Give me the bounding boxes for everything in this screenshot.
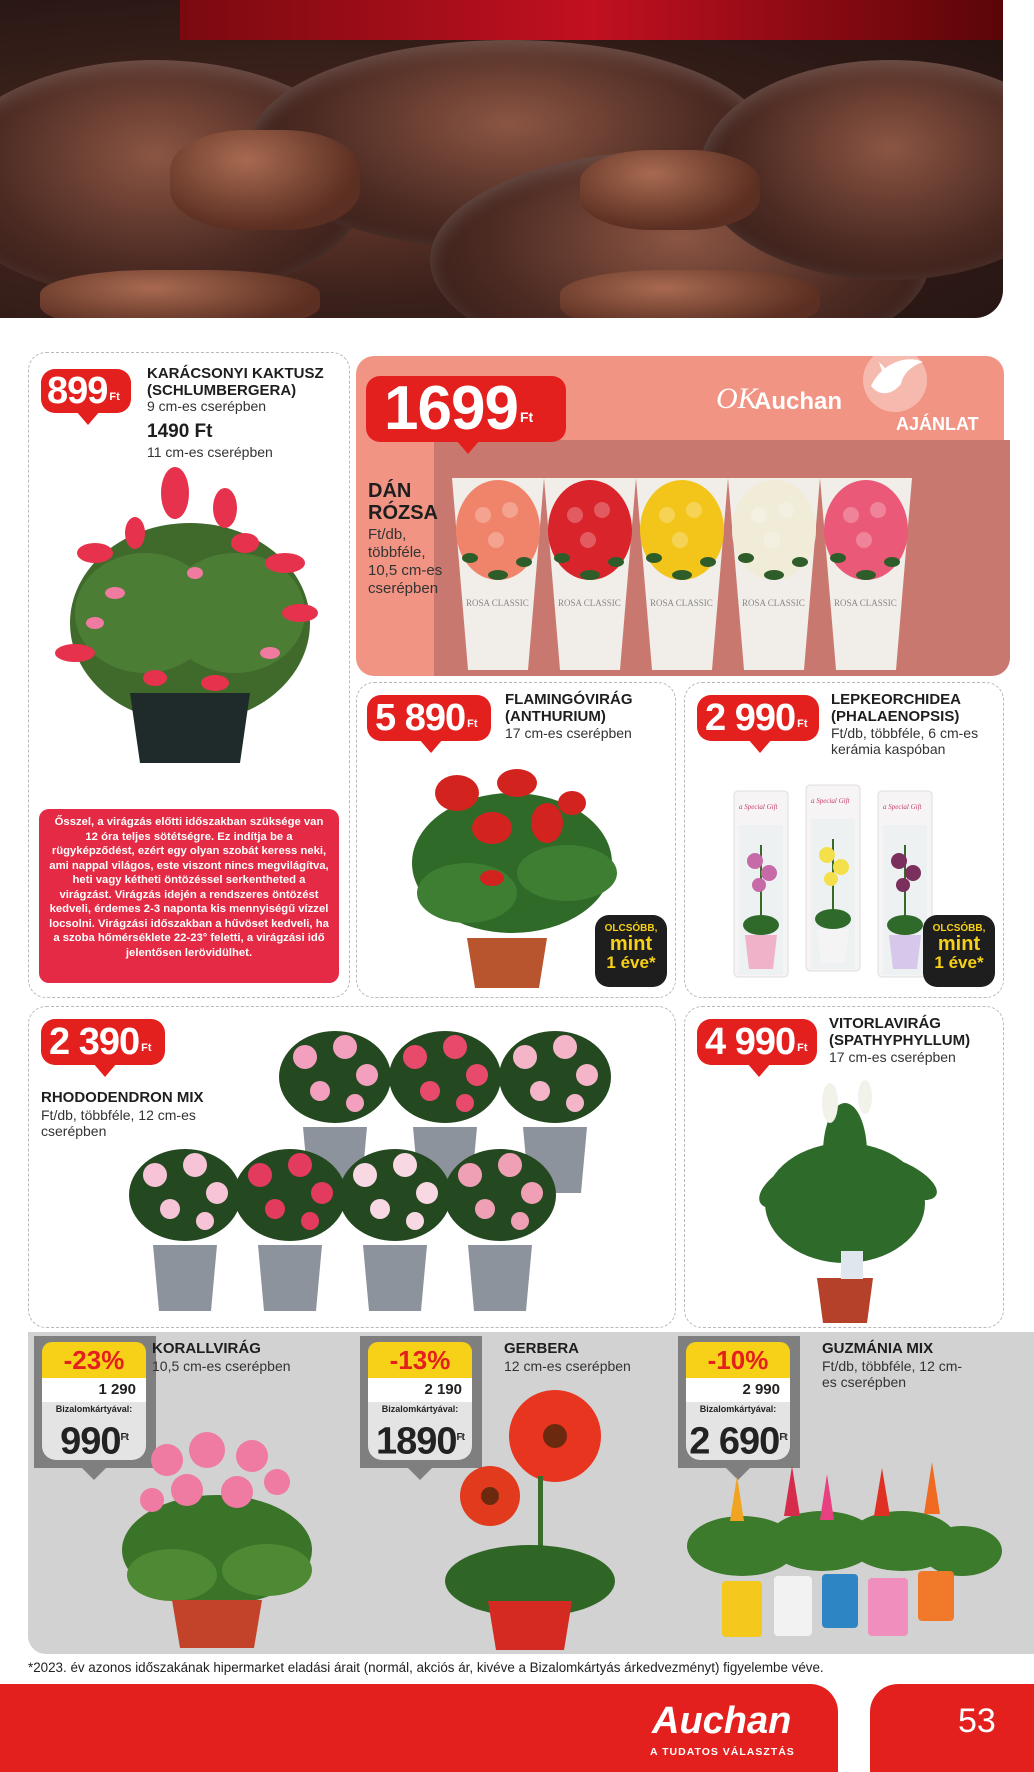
product-subtitle: Ft/db, többféle, 12 cm-es cserépben bbox=[41, 1107, 196, 1139]
product-card-guzmania[interactable] bbox=[678, 1336, 1008, 1652]
price-value: 4 990 bbox=[705, 1021, 796, 1063]
loyalty-price: $1890^{Ft}$ bbox=[368, 1416, 472, 1460]
gerbera-image bbox=[430, 1386, 630, 1652]
cheaper-than-last-year-badge: OLCSÓBB, mint 1 éve* bbox=[595, 915, 667, 987]
price-value: 2 390 bbox=[49, 1021, 140, 1063]
christmas-cactus-image bbox=[35, 463, 345, 763]
product-card-vitorla[interactable] bbox=[684, 1006, 1004, 1328]
sleeve-label: ROSA CLASSIC bbox=[834, 598, 897, 608]
price-value: 899 bbox=[47, 370, 108, 412]
price-currency: Ft bbox=[141, 1042, 152, 1054]
product-subtitle: Ft/db, többféle, 12 cm-es cserépben bbox=[822, 1358, 963, 1390]
anthurium-image bbox=[397, 753, 627, 993]
price-currency: Ft bbox=[109, 391, 120, 403]
chocolate bbox=[560, 270, 820, 318]
price-value: 5 890 bbox=[375, 697, 466, 739]
gift-label: a Special Gift bbox=[811, 797, 850, 805]
rhododendron-pot bbox=[230, 1135, 350, 1315]
bird-icon bbox=[851, 344, 931, 414]
sleeve-label: ROSA CLASSIC bbox=[742, 598, 805, 608]
product-subtitle: 9 cm-es cserépben bbox=[147, 398, 267, 414]
rose-bouquets-image bbox=[442, 466, 1002, 676]
loyalty-card-label: Bizalomkártyával: bbox=[42, 1402, 146, 1416]
footnote: *2023. év azonos időszakának hipermarket eladási árait (normál, akciós ár, kivéve a Bizalomkártyás árkedvezményt) figyelembe véve. bbox=[28, 1660, 824, 1675]
second-subtitle: 11 cm-es cserépben bbox=[147, 444, 273, 460]
product-card-kaktusz[interactable] bbox=[28, 352, 350, 998]
rose-bouquet bbox=[632, 470, 732, 670]
old-price: 2 190 bbox=[368, 1378, 472, 1402]
hero-ribbon bbox=[180, 0, 1003, 40]
price-tag bbox=[367, 695, 491, 741]
care-tip-box: Ősszel, a virágzás előtti időszakban szüksége van 12 óra teljes sötétségre. Ez indítja be a rügyképződést, ezért egy olyan szobát keress neki, ami nappal világos, este viszont nincs megvilágítva, heti vagy kétheti öntözéssel serkentheted a virágzást. Virágzás idején a rendszeres öntözést kedveli, érdemes 2-3 naponta kis mennyiségű vízzel locsolni. Virágzási időszakban a hűvöset kedveli, ha a szoba hőmérséklete 22-23° feletti, a virágzási idő jelentősen lerövidülhet. bbox=[39, 809, 339, 983]
auchan-slogan: A TUDATOS VÁLASZTÁS bbox=[650, 1746, 795, 1758]
discount-percent: -10% bbox=[686, 1342, 790, 1378]
product-title: KORALLVIRÁG bbox=[152, 1340, 261, 1357]
cheaper-than-last-year-badge: OLCSÓBB, mint 1 éve* bbox=[923, 915, 995, 987]
product-subtitle: Ft/db, többféle, 6 cm-es kerámia kaspóban bbox=[831, 725, 979, 757]
product-subtitle: 17 cm-es cserépben bbox=[505, 725, 632, 741]
orchid-gift-box bbox=[805, 779, 861, 975]
product-title: GUZMÁNIA MIX bbox=[822, 1340, 934, 1357]
sleeve-label: ROSA CLASSIC bbox=[558, 598, 621, 608]
rhododendron-pot bbox=[335, 1135, 455, 1315]
product-subtitle: Ft/db, többféle, 10,5 cm-es cserépben bbox=[368, 526, 443, 597]
rose-bouquet bbox=[816, 470, 916, 670]
hero-chocolate-image bbox=[0, 0, 1003, 318]
gift-label: a Special Gift bbox=[739, 803, 778, 811]
page-number: 53 bbox=[958, 1702, 996, 1740]
ok-auchan-ajanlat-logo: OK Auchan AJÁNLAT bbox=[716, 372, 1006, 432]
rhododendron-pot bbox=[125, 1135, 245, 1315]
peace-lily-image bbox=[735, 1073, 955, 1329]
discount-percent: -23% bbox=[42, 1342, 146, 1378]
chocolate bbox=[40, 270, 320, 318]
second-price: 1490 Ft bbox=[147, 421, 213, 442]
price-currency: Ft bbox=[467, 718, 478, 730]
loyalty-card-label: Bizalomkártyával: bbox=[368, 1402, 472, 1416]
auchan-logo[interactable]: Auchan bbox=[652, 1700, 792, 1742]
product-title: FLAMINGÓVIRÁG (ANTHURIUM) bbox=[505, 691, 633, 725]
old-price: 2 990 bbox=[686, 1378, 790, 1402]
page-number-box bbox=[870, 1684, 1034, 1772]
rhododendron-pot bbox=[440, 1135, 560, 1315]
gift-label: a Special Gift bbox=[883, 803, 922, 811]
rhododendron-pots-image bbox=[125, 1015, 685, 1327]
tag-pointer bbox=[82, 1468, 106, 1480]
product-title: VITORLAVIRÁG (SPATHYPHYLLUM) bbox=[829, 1015, 971, 1049]
price-tag bbox=[697, 695, 819, 741]
price-tag bbox=[41, 369, 131, 413]
product-title: RHODODENDRON MIX bbox=[41, 1089, 204, 1106]
product-card-korall[interactable] bbox=[34, 1336, 350, 1652]
price-tag bbox=[697, 1019, 817, 1065]
loyalty-price: $990^{Ft}$ bbox=[42, 1416, 146, 1460]
price-tag bbox=[366, 376, 566, 442]
product-card-gerbera[interactable] bbox=[360, 1336, 676, 1652]
rose-bouquet bbox=[724, 470, 824, 670]
product-card-flamingo[interactable] bbox=[356, 682, 676, 998]
price-currency: Ft bbox=[797, 718, 808, 730]
price-currency: Ft bbox=[797, 1042, 808, 1054]
product-subtitle: 10,5 cm-es cserépben bbox=[152, 1358, 291, 1374]
price-value: 1699 bbox=[384, 374, 518, 443]
product-subtitle: 12 cm-es cserépben bbox=[504, 1358, 631, 1374]
rose-bouquet bbox=[540, 470, 640, 670]
price-currency: Ft bbox=[519, 409, 534, 425]
rose-bouquet bbox=[448, 470, 548, 670]
product-title: LEPKEORCHIDEA (PHALAENOPSIS) bbox=[831, 691, 962, 725]
product-title: DÁN RÓZSA bbox=[368, 480, 438, 524]
discount-tag bbox=[678, 1336, 800, 1468]
kalanchoe-image bbox=[112, 1420, 322, 1650]
featured-offer-rozsa[interactable] bbox=[356, 356, 1004, 676]
product-card-rhododendron[interactable] bbox=[28, 1006, 676, 1328]
product-title: GERBERA bbox=[504, 1340, 580, 1357]
product-card-orchidea[interactable] bbox=[684, 682, 1004, 998]
old-price: 1 290 bbox=[42, 1378, 146, 1402]
orchid-gift-box bbox=[733, 785, 789, 981]
chocolate bbox=[170, 130, 360, 230]
footer-bar bbox=[0, 1684, 838, 1772]
chocolate bbox=[580, 150, 760, 230]
price-value: 2 990 bbox=[705, 697, 796, 739]
guzmania-image bbox=[682, 1456, 1002, 1652]
orchid-gift-boxes-image bbox=[733, 779, 933, 989]
product-subtitle: 17 cm-es cserépben bbox=[829, 1049, 956, 1065]
tag-pointer bbox=[408, 1468, 432, 1480]
product-title: KARÁCSONYI KAKTUSZ (SCHLUMBERGERA) bbox=[147, 365, 324, 399]
sleeve-label: ROSA CLASSIC bbox=[466, 598, 529, 608]
sleeve-label: ROSA CLASSIC bbox=[650, 598, 713, 608]
loyalty-card-label: Bizalomkártyával: bbox=[686, 1402, 790, 1416]
loyalty-price: 2 $690^{Ft}$ bbox=[686, 1416, 790, 1460]
discount-percent: -13% bbox=[368, 1342, 472, 1378]
